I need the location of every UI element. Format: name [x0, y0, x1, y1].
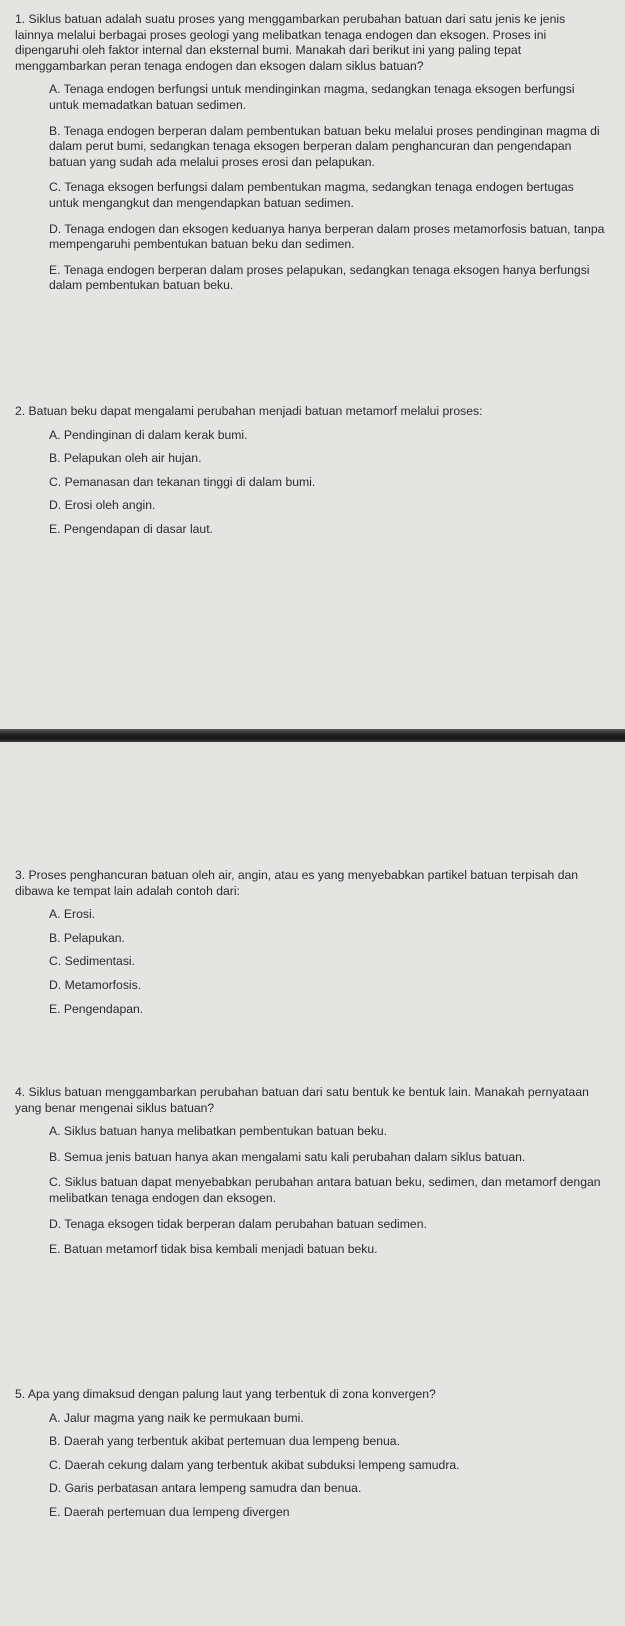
question-5: [0, 1387, 625, 1529]
question-4-option-c[interactable]: C. Siklus batuan dapat menyebabkan perubahan antara batuan beku, sedimen, dan metamorf dengan melibatkan tenaga endogen dan eksogen.: [49, 1175, 601, 1205]
question-3: [0, 868, 625, 1025]
question-5-option-a[interactable]: A. Jalur magma yang naik ke permukaan bumi.: [49, 1410, 304, 1425]
question-3-option-e[interactable]: E. Pengendapan.: [49, 1001, 144, 1016]
question-5-option-b[interactable]: B. Daerah yang terbentuk akibat pertemuan dua lempeng benua.: [49, 1434, 400, 1449]
question-4-option-b[interactable]: B. Semua jenis batuan hanya akan mengalami satu kali perubahan dalam siklus batuan.: [49, 1149, 526, 1164]
page-bottom: [0, 742, 625, 1626]
page-top: [0, 0, 625, 732]
question-5-option-e[interactable]: E. Daerah pertemuan dua lempeng divergen: [49, 1504, 290, 1519]
question-4: [0, 1085, 625, 1268]
question-5-option-c[interactable]: C. Daerah cekung dalam yang terbentuk akibat subduksi lempeng samudra.: [49, 1457, 460, 1472]
question-1: [0, 12, 625, 304]
question-1-option-a[interactable]: A. Tenaga endogen berfungsi untuk mendinginkan magma, sedangkan tenaga eksogen berfungsi untuk memadatkan batuan sedimen.: [49, 82, 575, 112]
question-4-stem: 4. Siklus batuan menggambarkan perubahan batuan dari satu bentuk ke bentuk lain. Manakah pernyataan yang benar mengenai siklus batuan?: [15, 1085, 589, 1115]
question-1-option-b[interactable]: B. Tenaga endogen berperan dalam pembentukan batuan beku melalui proses pendinginan magma di dalam perut bumi, sedangkan tenaga eksogen berperan dalam penghancuran dan pengendapan batuan yang sudah ada melalui proses erosi dan pelapukan.: [49, 123, 600, 169]
question-3-stem: 3. Proses penghancuran batuan oleh air, angin, atau es yang menyebabkan partikel batuan terpisah dan dibawa ke tempat lain adalah contoh dari:: [15, 868, 579, 898]
question-1-option-d[interactable]: D. Tenaga endogen dan eksogen keduanya hanya berperan dalam proses metamorfosis batuan, tanpa mempengaruhi pembentukan batuan beku dan sedimen.: [49, 221, 605, 252]
question-2: [0, 404, 625, 546]
question-3-option-b[interactable]: B. Pelapukan.: [49, 930, 125, 945]
question-4-option-d[interactable]: D. Tenaga eksogen tidak berperan dalam perubahan batuan sedimen.: [49, 1216, 427, 1231]
question-1-option-c[interactable]: C. Tenaga eksogen berfungsi dalam pembentukan magma, sedangkan tenaga endogen bertugas untuk mengangkut dan mengendapkan batuan sedimen.: [49, 180, 574, 210]
question-4-option-e[interactable]: E. Batuan metamorf tidak bisa kembali menjadi batuan beku.: [49, 1242, 378, 1257]
question-2-option-d[interactable]: D. Erosi oleh angin.: [49, 498, 156, 513]
question-2-option-b[interactable]: B. Pelapukan oleh air hujan.: [49, 451, 202, 466]
question-3-option-c[interactable]: C. Sedimentasi.: [49, 954, 136, 969]
question-5-stem: 5. Apa yang dimaksud dengan palung laut yang terbentuk di zona konvergen?: [15, 1387, 436, 1401]
question-4-option-a[interactable]: A. Siklus batuan hanya melibatkan pembentukan batuan beku.: [49, 1124, 388, 1139]
question-1-stem: 1. Siklus batuan adalah suatu proses yang menggambarkan perubahan batuan dari satu jenis ke jenis lainnya melalui berbagai proses geologi yang melibatkan tenaga endogen dan eksogen. Proses ini dipengaruhi oleh faktor internal dan eksternal bumi. Manakah dari berikut ini yang paling tepat menggambarkan peran tenaga endogen dan eksogen dalam siklus batuan?: [15, 12, 566, 73]
question-3-option-d[interactable]: D. Metamorfosis.: [49, 977, 142, 992]
question-2-option-c[interactable]: C. Pemanasan dan tekanan tinggi di dalam bumi.: [49, 474, 316, 489]
question-2-option-e[interactable]: E. Pengendapan di dasar laut.: [49, 521, 213, 536]
question-1-option-e[interactable]: E. Tenaga endogen berperan dalam proses pelapukan, sedangkan tenaga eksogen hanya berfungsi dalam pembentukan batuan beku.: [49, 262, 590, 293]
question-2-option-a[interactable]: A. Pendinginan di dalam kerak bumi.: [49, 427, 248, 442]
question-2-stem: 2. Batuan beku dapat mengalami perubahan menjadi batuan metamorf melalui proses:: [15, 404, 483, 418]
question-3-option-a[interactable]: A. Erosi.: [49, 907, 96, 922]
question-5-option-d[interactable]: D. Garis perbatasan antara lempeng samudra dan benua.: [49, 1481, 362, 1496]
